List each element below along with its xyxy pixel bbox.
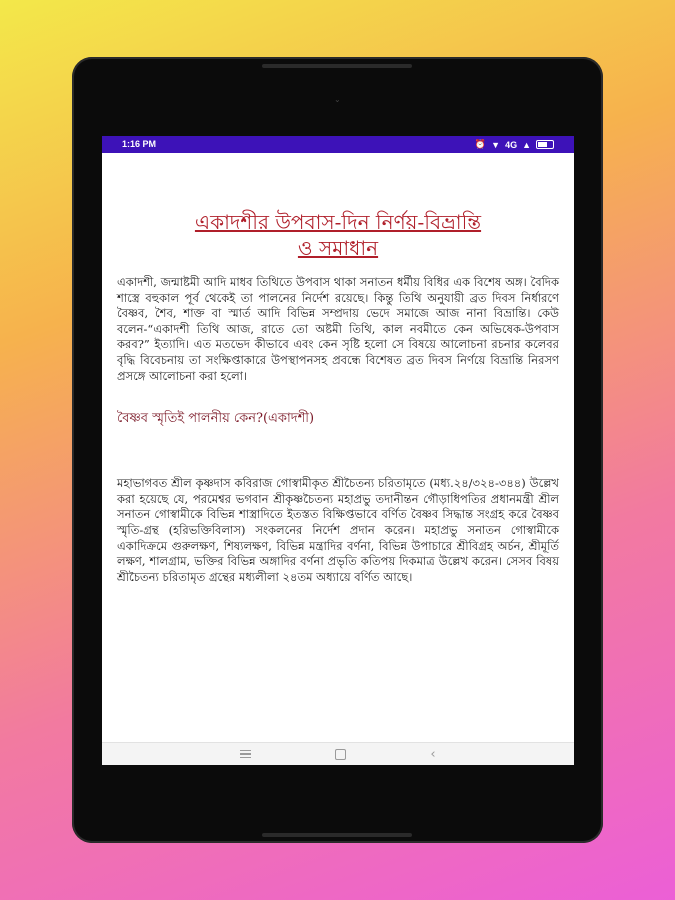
body-paragraph: মহাভাগবত শ্রীল কৃষ্ণদাস কবিরাজ গোস্বামীকৃত শ্রীচৈতন্য চরিতামৃতে (মধ্য.২৪/৩২৪-৩৪৪) উল্লেখ করা হয়েছে যে, পরমেশ্বর ভগবান শ্রীকৃষ্ণচৈতন্য মহাপ্রভু তদানীন্তন গৌড়াধিপতির প্রধানমন্ত্রী শ্রীল সনাতন গোস্বামীকে বিভিন্ন শাস্ত্রাদিতে ইতস্তত বিক্ষিপ্তভাবে বর্ণিত বৈষ্ণব সিদ্ধান্ত সংগ্রহ করে বৈষ্ণব স্মৃতি-গ্রন্থ (হরিভক্তিবিলাস) সংকলনের নির্দেশ প্রদান করেন। মহাপ্রভু সনাতন গোস্বামীকে একাদিক্রমে গুরুলক্ষণ, শিষ্যলক্ষণ, বিভিন্ন মন্ত্রাদির বর্ণনা, বিভিন্ন উপাচারে শ্রীবিগ্রহ অর্চন, শ্রীমূর্তি লক্ষণ, শালগ্রাম, ভক্তির বিভিন্ন অঙ্গাদির বর্ণনা প্রভৃতি কতিপয় দিকমাত্র উল্লেখ করেন। সেসব বিষয় শ্রীচৈতন্য চরিতামৃত গ্রন্থের মধ্যলীলা ২৪তম অধ্যায়ে বর্ণিত আছে।: [117, 476, 559, 584]
article-title-line2: ও সমাধান: [297, 236, 379, 260]
status-icons: [475, 139, 554, 150]
battery-icon: [536, 140, 554, 149]
article-content[interactable]: [107, 153, 569, 743]
speaker-grille: [262, 64, 412, 68]
device-bottom-bar: [262, 833, 412, 837]
article-title-line1: একাদশীর উপবাস-দিন নির্ণয়-বিভ্রান্তি: [194, 210, 482, 234]
tablet-frame: [72, 57, 603, 843]
camera-icon: ⌄: [334, 95, 341, 104]
recents-icon[interactable]: [240, 750, 251, 759]
home-icon[interactable]: [335, 749, 346, 760]
signal-bars-icon: ▲: [522, 139, 531, 150]
alarm-icon: ⏰: [474, 139, 487, 149]
intro-paragraph: একাদশী, জন্মাষ্টমী আদি মাধব তিথিতে উপবাস থাকা সনাতন ধর্মীয় বিধির এক বিশেষ অঙ্গ। বৈদিক শাস্ত্রে বহুকাল পূর্ব থেকেই তা পালনের নির্দেশ রয়েছে। কিন্তু তিথি অনুযায়ী ব্রত দিবস নির্ধারণে বৈষ্ণব, শৈব, শাক্ত বা স্মার্ত আদি বিভিন্ন সম্প্রদায় ভেদে সমাজে আজ নানা বিভ্রান্তি। কেউ বলেন-“একাদশী তিথি আজ, রাতে তো অষ্টমী তিথি, কাল নবমীতে কেন অভিষেক-উপবাস করব?” ইত্যাদি। এত মতভেদ কীভাবে এবং কেন সৃষ্টি হলো সে বিষয়ে আলোচনা রচনার কলেবর বৃদ্ধি বিবেচনায় তা সংক্ষিপ্তাকারে উপস্থাপনসহ প্রবন্ধে বিশেষত ব্রত দিবস নির্ণয়ে বিভ্রান্তি নিরসণ প্রসঙ্গে আলোচনা করা হলো।: [117, 275, 559, 383]
status-time: 1:16 PM: [122, 139, 157, 149]
device-screen: [102, 136, 574, 765]
article-title: [107, 209, 569, 261]
navigation-bar: [102, 742, 574, 765]
section-heading: বৈষ্ণব স্মৃতিই পালনীয় কেন?(একাদশী): [117, 411, 315, 427]
status-bar: [102, 136, 574, 153]
signal-icon: ▼: [491, 139, 501, 150]
back-icon[interactable]: ‹: [430, 746, 436, 762]
network-label: 4G: [505, 139, 518, 150]
